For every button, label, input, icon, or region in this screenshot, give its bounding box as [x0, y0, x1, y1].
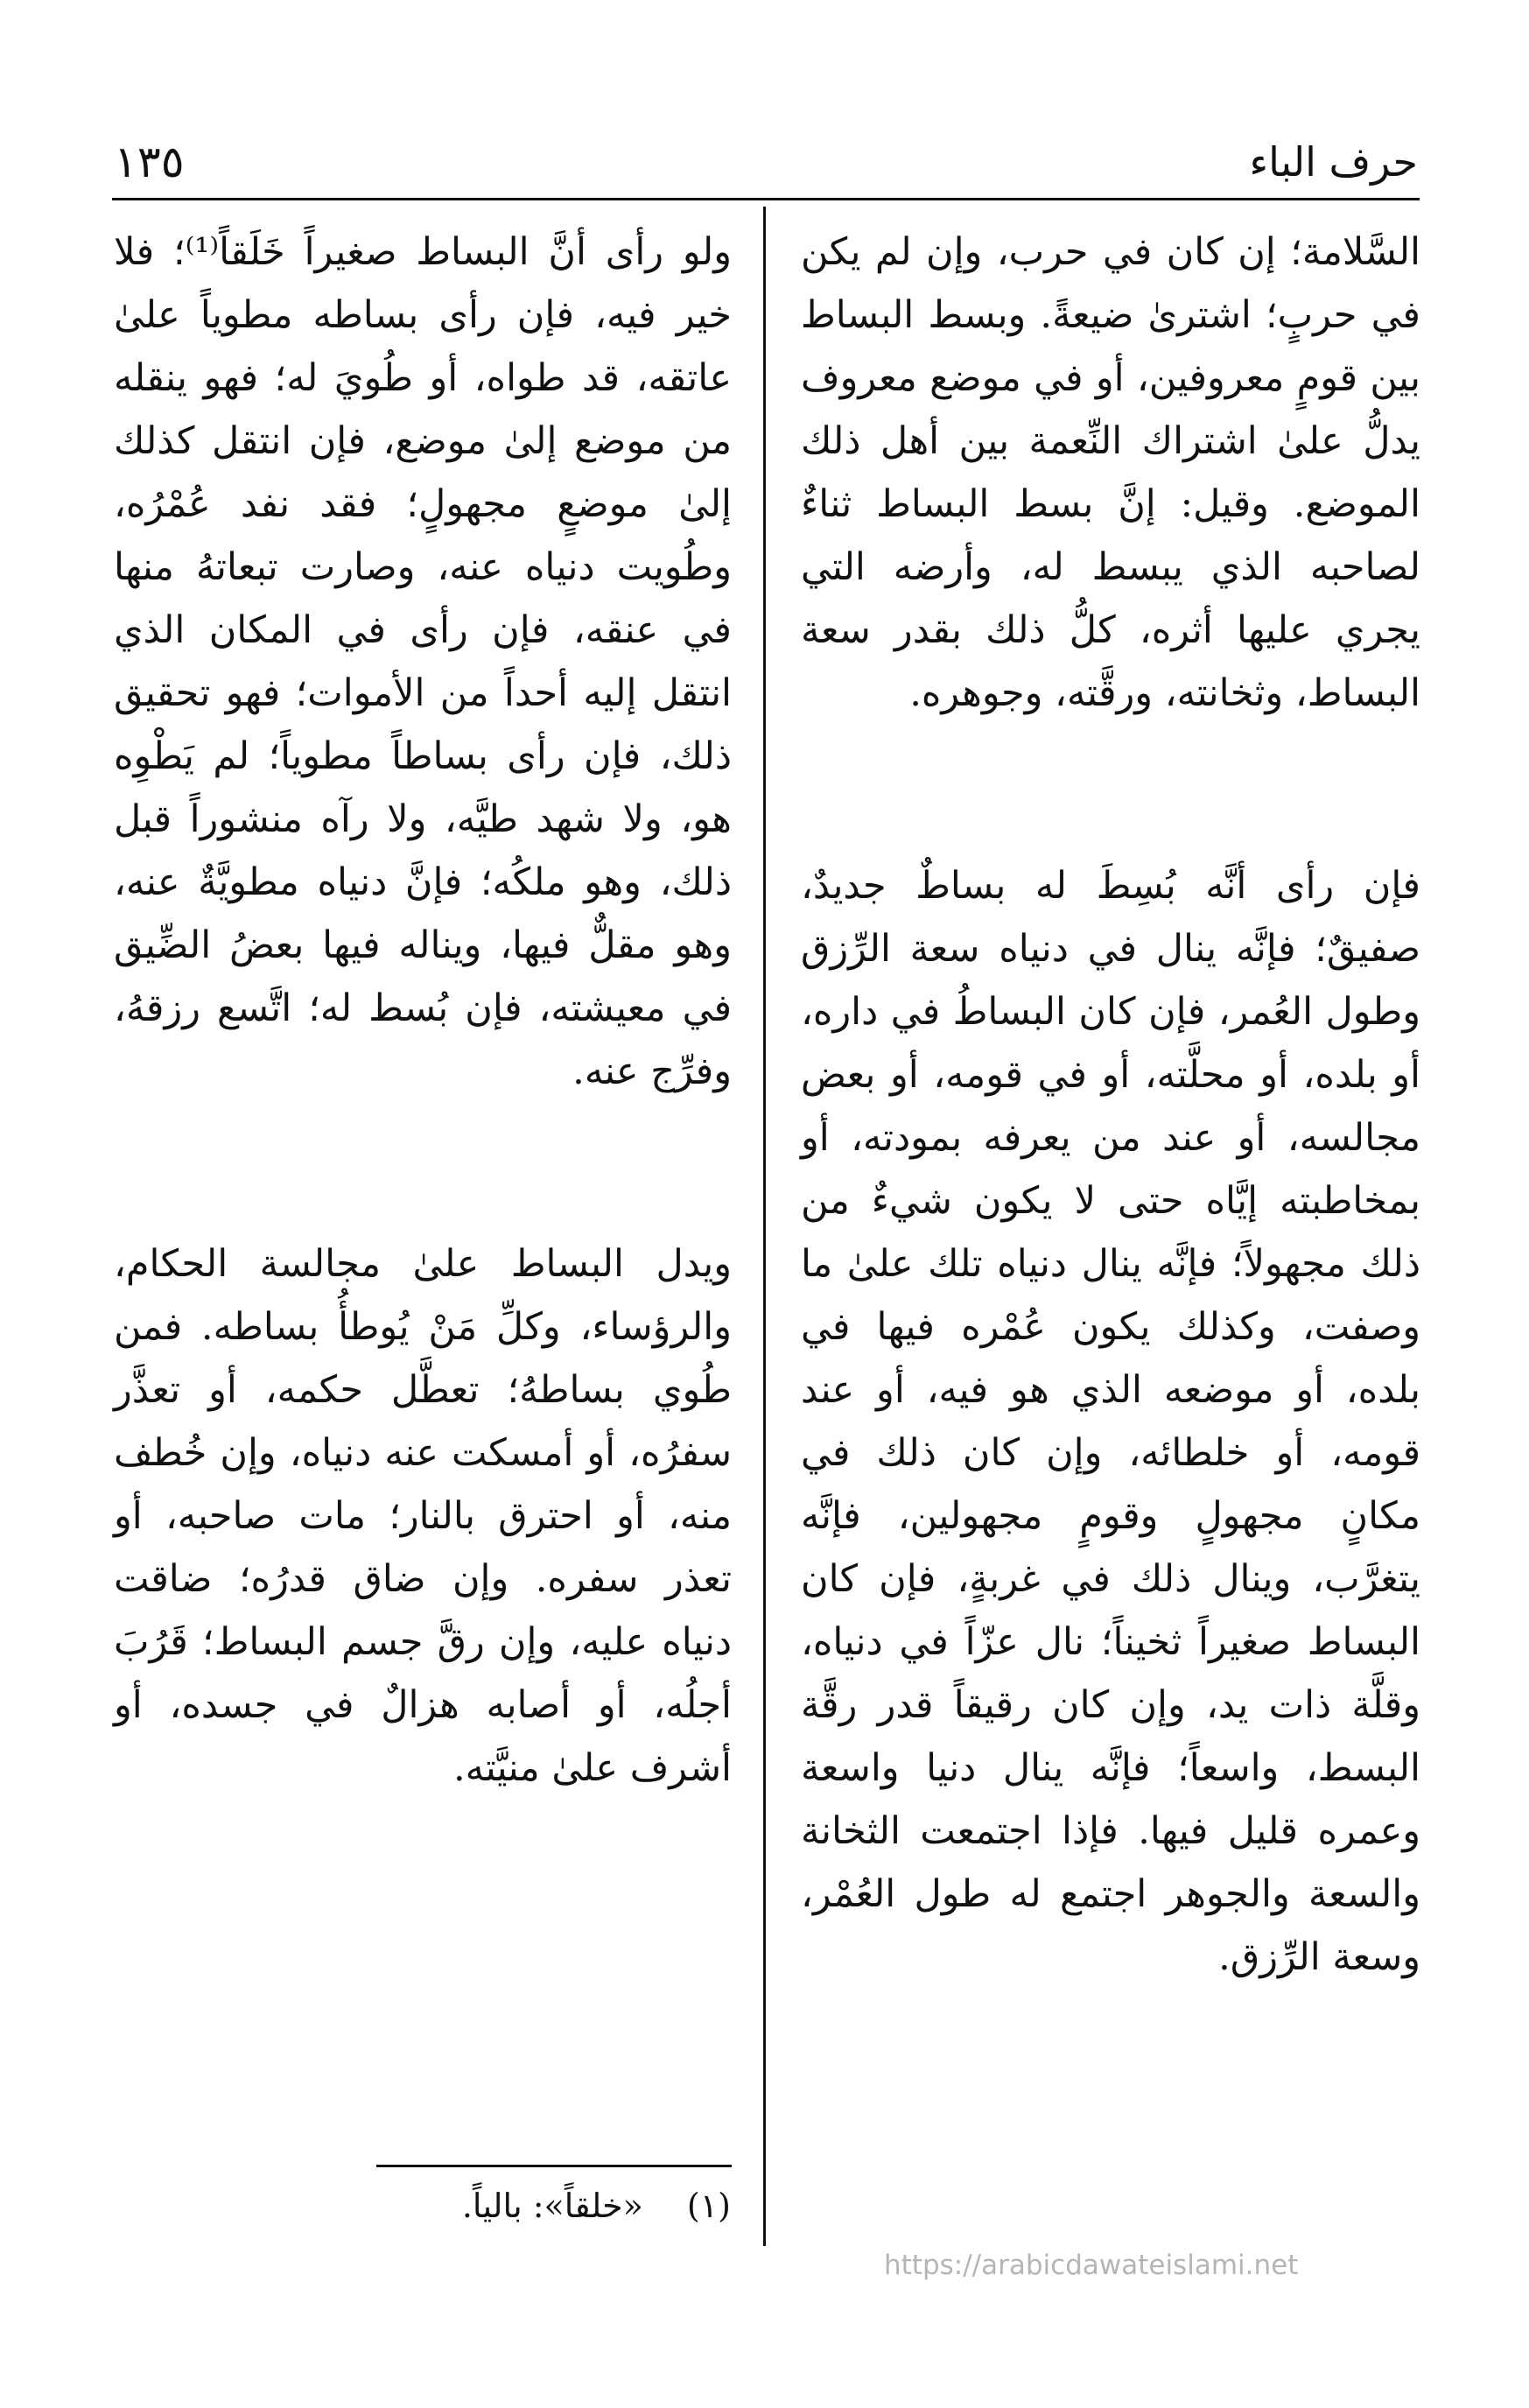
watermark-url: https://arabicdawateislami.net	[884, 2250, 1299, 2281]
chapter-title: حرف الباء	[1249, 138, 1418, 186]
page-number: ١٣٥	[114, 137, 185, 187]
paragraph: السَّلامة؛ إن كان في حرب، وإن لم يكن في حربٍ؛ اشترىٰ ضيعةً. وبسط البساط بين قومٍ معروفين، أو في موضع معروف يدلُّ علىٰ اشتراك النِّعمة بين أهل ذلك الموضع. وقيل: إنَّ بسط البساط ثناءٌ لصاحبه الذي يبسط له، وأرضه التي يجري عليها أثره، كلُّ ذلك بقدر سعة البساط، وثخانته، ورقَّته، وجوهره.	[801, 230, 1420, 715]
header-rule	[112, 198, 1420, 200]
footnote	[113, 2180, 731, 2232]
footnote-text: «خلقاً»: بالياً.	[461, 2187, 643, 2225]
paragraph: ويدل البساط علىٰ مجالسة الحكام، والرؤساء، وكلِّ مَنْ يُوطأُ بساطه. فمن طُوي بساطهُ؛ تعطَّل حكمه، أو تعذَّر سفرُه، أو أمسكت عنه دنياه، وإن خُطف منه، أو احترق بالنار؛ مات صاحبه، أو تعذر سفره. وإن ضاق قدرُه؛ ضاقت دنياه عليه، وإن رقَّ جسم البساط؛ قَرُبَ أجلُه، أو أصابه هزالٌ في جسده، أو أشرف علىٰ منيَّته.	[114, 1242, 732, 1790]
column-divider	[763, 207, 766, 2246]
paragraph: فإن رأى أنَّه بُسِطَ له بساطٌ جديدٌ، صفيقٌ؛ فإنَّه ينال في دنياه سعة الرِّزق وطول العُمر، فإن كان البساطُ في داره، أو بلده، أو محلَّته، أو في قومه، أو بعض مجالسه، أو عند من يعرفه بمودته، أو بمخاطبته إيَّاه حتى لا يكون شيءٌ من ذلك مجهولاً؛ فإنَّه ينال دنياه تلك علىٰ ما وصفت، وكذلك يكون عُمْره فيها في بلده، أو موضعه الذي هو فيه، أو عند قومه، أو خلطائه، وإن كان ذلك في مكانٍ مجهولٍ وقومٍ مجهولين، فإنَّه يتغرَّب، وينال ذلك في غربةٍ، فإن كان البساط صغيراً ثخيناً؛ نال عزّاً في دنياه، وقلَّة ذات يد، وإن كان رقيقاً قدر رقَّة البسط، واسعاً؛ فإنَّه ينال دنيا واسعة وعمره قليل فيها. فإذا اجتمعت الثخانة والسعة والجوهر اجتمع له طول العُمْر، وسعة الرِّزق.	[801, 864, 1420, 1979]
right-column	[801, 221, 1420, 1989]
footnote-rule	[376, 2165, 732, 2167]
page-header	[114, 131, 1418, 193]
paragraph: ولو رأى أنَّ البساط صغيراً خَلَقاً⁽¹⁾؛ فلا خير فيه، فإن رأى بساطه مطوياً علىٰ عاتقه، قد طواه، أو طُويَ له؛ فهو ينقله من موضع إلىٰ موضع، فإن انتقل كذلك إلىٰ موضعٍ مجهولٍ؛ فقد نفد عُمْرُه، وطُويت دنياه عنه، وصارت تبعاتهُ منها في عنقه، فإن رأى في المكان الذي انتقل إليه أحداً من الأموات؛ فهو تحقيق ذلك، فإن رأى بساطاً مطوياً؛ لم يَطْوِه هو، ولا شهد طيَّه، ولا رآه منشوراً قبل ذلك، وهو ملكُه؛ فإنَّ دنياه مطويَّةٌ عنه، وهو مقلٌّ فيها، ويناله فيها بعضُ الضِّيق في معيشته، فإن بُسط له؛ اتَّسع رزقهُ، وفرِّج عنه.	[114, 230, 732, 1093]
left-column	[114, 221, 732, 1800]
footnote-number: (١)	[686, 2187, 731, 2225]
